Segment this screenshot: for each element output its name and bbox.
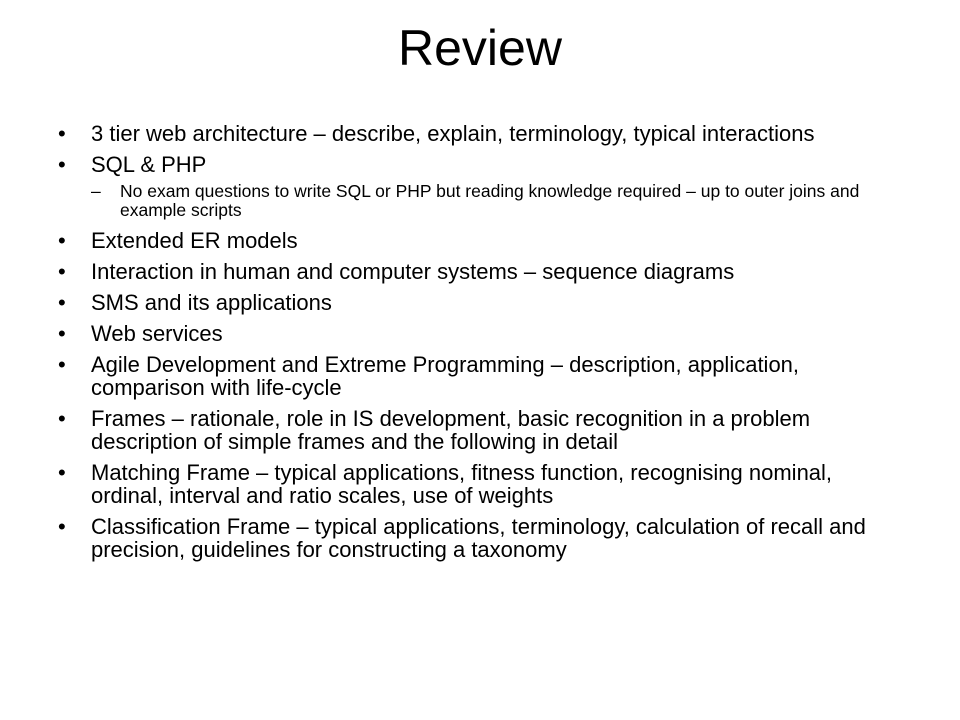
bullet-item	[58, 122, 908, 145]
bullet-text: SMS and its applications	[91, 290, 332, 315]
bullet-item	[58, 353, 908, 399]
bullet-item	[58, 461, 908, 507]
bullet-marker: •	[58, 352, 66, 377]
bullet-item	[58, 322, 908, 345]
bullet-text: Extended ER models	[91, 228, 298, 253]
bullet-marker: •	[58, 228, 66, 253]
bullet-text: Classification Frame – typical applications, terminology, calculation of recall and precision, guidelines for constructing a taxonomy	[91, 514, 866, 562]
bullet-list	[58, 122, 908, 569]
bullet-text: Web services	[91, 321, 223, 346]
bullet-item	[58, 515, 908, 561]
bullet-item	[58, 291, 908, 314]
bullet-text: Frames – rationale, role in IS development, basic recognition in a problem description of simple frames and the following in detail	[91, 406, 811, 454]
bullet-item	[58, 229, 908, 252]
bullet-text: Agile Development and Extreme Programming – description, application, comparison with life-cycle	[91, 352, 800, 400]
sub-bullet-text: No exam questions to write SQL or PHP but reading knowledge required – up to outer joins and example scripts	[120, 181, 860, 220]
bullet-item	[58, 153, 908, 176]
bullet-marker: •	[58, 460, 66, 485]
bullet-item	[58, 260, 908, 283]
bullet-marker: •	[58, 259, 66, 284]
bullet-marker: •	[58, 290, 66, 315]
bullet-marker: •	[58, 514, 66, 539]
bullet-marker: •	[58, 406, 66, 431]
sub-bullet-item	[58, 182, 908, 220]
bullet-text: 3 tier web architecture – describe, explain, terminology, typical interactions	[91, 121, 815, 146]
bullet-text: SQL & PHP	[91, 152, 207, 177]
bullet-marker: •	[58, 321, 66, 346]
sub-bullet-marker: –	[91, 181, 101, 201]
slide-title: Review	[398, 20, 562, 76]
bullet-text: Interaction in human and computer systems – sequence diagrams	[91, 259, 735, 284]
bullet-item	[58, 407, 908, 453]
bullet-text: Matching Frame – typical applications, fitness function, recognising nominal, ordinal, interval and ratio scales, use of weights	[91, 460, 833, 508]
bullet-marker: •	[58, 121, 66, 146]
bullet-marker: •	[58, 152, 66, 177]
